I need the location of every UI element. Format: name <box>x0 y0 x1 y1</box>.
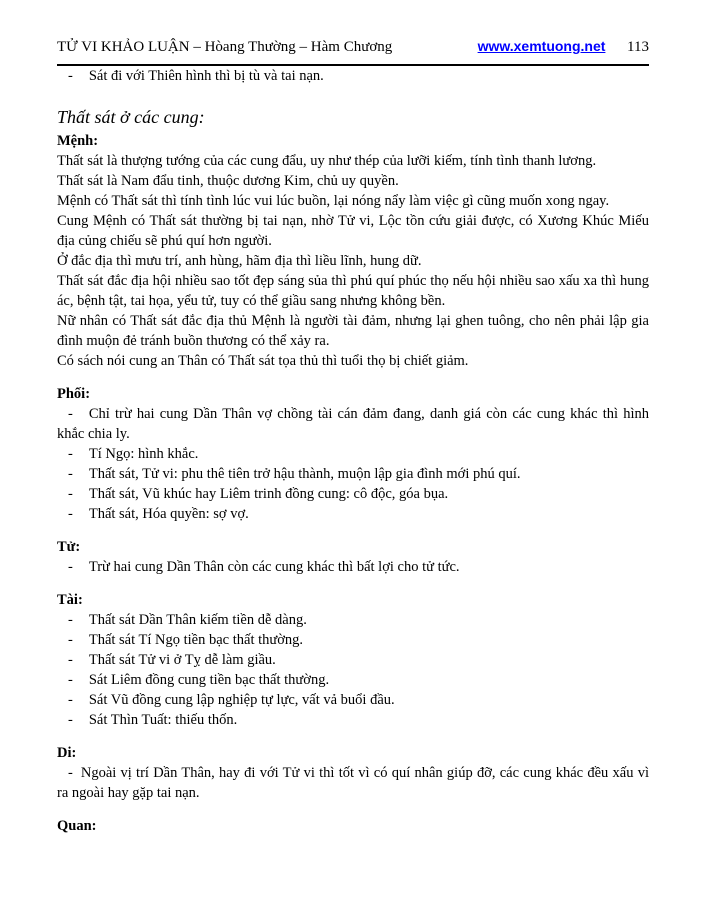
page-number: 113 <box>627 39 649 55</box>
subsection-label-quan: Quan: <box>57 818 97 834</box>
list-item-text: Tí Ngọ: hình khắc. <box>88 446 199 462</box>
subsection-label-tu: Tử: <box>57 539 81 555</box>
bullet-dash: - <box>68 559 73 575</box>
bullet-dash: - <box>68 632 73 648</box>
bullet-dash: - <box>68 466 73 482</box>
subsection-label-phoi: Phối: <box>57 386 91 402</box>
page-header <box>57 36 649 57</box>
list-item <box>57 444 649 464</box>
bullet-dash: - <box>68 68 73 84</box>
list-item-text: Trừ hai cung Dần Thân còn các cung khác thì bất lợi cho tử tức. <box>88 559 460 575</box>
paragraph: Thất sát đắc địa hội nhiều sao tốt đẹp sáng sủa thì phú quí phúc thọ nếu hội nhiều sao xấu xa thì hung ác, bệnh tật, tai họa, yểu tử, tuy có thể giầu sang nhưng không bền. <box>57 273 649 309</box>
paragraph: Nữ nhân có Thất sát đắc địa thủ Mệnh là người tài đảm, nhưng lại ghen tuông, cho nên phải lập gia đình muộn đẻ tránh buồn thương có thể xảy ra. <box>57 313 649 349</box>
list-item <box>57 670 649 690</box>
list-item <box>57 650 649 670</box>
list-item-text: Thất sát Dần Thân kiếm tiền dễ dàng. <box>88 612 307 628</box>
bullet-dash: - <box>68 612 73 628</box>
list-item <box>57 66 649 86</box>
list-item-text: Thất sát, Hóa quyền: sợ vợ. <box>88 506 249 522</box>
bullet-dash: - <box>68 712 73 728</box>
bullet-dash: - <box>68 765 73 781</box>
paragraph: Có sách nói cung an Thân có Thất sát tọa thủ thì tuổi thọ bị chiết giảm. <box>57 353 469 369</box>
list-item <box>57 557 649 577</box>
subsection-label-di: Di: <box>57 745 77 761</box>
bullet-dash: - <box>68 406 73 422</box>
bullet-dash: - <box>68 506 73 522</box>
list-item-text: Sát Liêm đồng cung tiền bạc thất thường. <box>88 672 330 688</box>
document-title: TỬ VI KHẢO LUẬN – Hòang Thường – Hàm Chương <box>57 39 393 55</box>
list-item <box>57 610 649 630</box>
bullet-dash: - <box>68 692 73 708</box>
list-item <box>57 484 649 504</box>
list-item <box>57 630 649 650</box>
list-item-text: Sát Thìn Tuất: thiếu thốn. <box>88 712 238 728</box>
list-item-text: Sát Vũ đồng cung lập nghiệp tự lực, vất vả buổi đầu. <box>88 692 395 708</box>
paragraph: Ở đắc địa thì mưu trí, anh hùng, hãm địa thì liều lĩnh, hung dữ. <box>57 253 422 269</box>
list-item <box>57 763 649 803</box>
subsection-label-menh: Mệnh: <box>57 133 99 149</box>
list-item-text: Thất sát Tí Ngọ tiền bạc thất thường. <box>88 632 304 648</box>
paragraph: Mệnh có Thất sát thì tính tình lúc vui lúc buồn, lại nóng nẩy làm việc gì cũng muốn xong ngay. <box>57 193 610 209</box>
paragraph: Thất sát là Nam đẩu tinh, thuộc dương Kim, chủ uy quyền. <box>57 173 399 189</box>
list-item-text: Ngoài vị trí Dần Thân, hay đi với Tử vi thì tốt vì có quí nhân giúp đỡ, các cung khác đều xấu vì ra ngoài hay gặp tai nạn. <box>57 765 649 801</box>
bullet-dash: - <box>68 652 73 668</box>
website-link[interactable]: www.xemtuong.net <box>477 38 606 54</box>
list-item <box>57 504 649 524</box>
list-item-text: Sát đi với Thiên hình thì bị tù và tai nạn. <box>88 68 324 84</box>
list-item-text: Thất sát Tử vi ở Tỵ dễ làm giầu. <box>88 652 276 668</box>
list-item <box>57 404 649 444</box>
paragraph: Cung Mệnh có Thất sát thường bị tai nạn, nhờ Tử vi, Lộc tồn cứu giải được, có Xương Khúc Miếu địa củng chiếu sẽ phú quí hơn người. <box>57 213 649 249</box>
subsection-label-tai: Tài: <box>57 592 83 608</box>
list-item-text: Thất sát, Vũ khúc hay Liêm trinh đồng cung: cô độc, góa bụa. <box>88 486 449 502</box>
bullet-dash: - <box>68 672 73 688</box>
section-heading: Thất sát ở các cung: <box>57 107 205 127</box>
list-item <box>57 710 649 730</box>
paragraph: Thất sát là thượng tướng của các cung đẩu, uy như thép của lưỡi kiếm, tính tình thanh lương. <box>57 153 597 169</box>
list-item <box>57 464 649 484</box>
bullet-dash: - <box>68 486 73 502</box>
list-item-text: Thất sát, Tử vi: phu thê tiên trở hậu thành, muộn lập gia đình mới phú quí. <box>88 466 521 482</box>
list-item <box>57 690 649 710</box>
header-right <box>478 36 649 57</box>
list-item-text: Chỉ trừ hai cung Dần Thân vợ chồng tài cán đảm đang, danh giá còn các cung khác thì hình khắc chia ly. <box>57 406 649 442</box>
bullet-dash: - <box>68 446 73 462</box>
